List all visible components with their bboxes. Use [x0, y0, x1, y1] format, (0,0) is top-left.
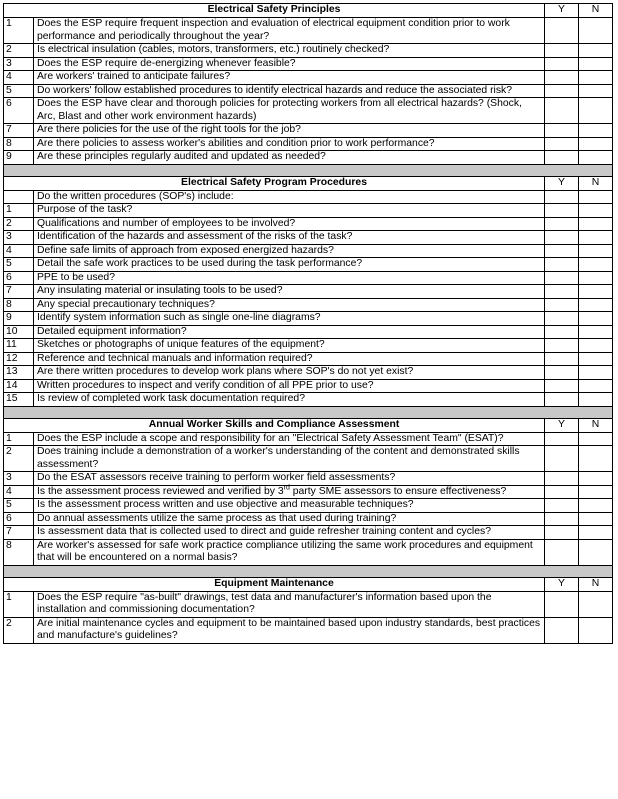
- yes-answer-cell[interactable]: [545, 258, 579, 272]
- separator-cell: [4, 565, 613, 577]
- question-row: [4, 84, 613, 98]
- question-row: [4, 98, 613, 124]
- question-text: Does training include a demonstration of a worker's understanding of the content and demonstrated skills assessment?: [34, 446, 545, 472]
- no-answer-cell[interactable]: [579, 539, 613, 565]
- no-answer-cell[interactable]: [579, 84, 613, 98]
- no-answer-cell[interactable]: [579, 217, 613, 231]
- item-number: 1: [4, 204, 34, 218]
- no-answer-cell[interactable]: [579, 244, 613, 258]
- item-number: 4: [4, 485, 34, 499]
- item-number: 2: [4, 217, 34, 231]
- item-number: 8: [4, 298, 34, 312]
- item-number: 9: [4, 312, 34, 326]
- yes-answer-cell[interactable]: [545, 204, 579, 218]
- section-header: [4, 176, 613, 190]
- question-text: Identification of the hazards and assessment of the risks of the task?: [34, 231, 545, 245]
- yes-answer-cell[interactable]: [545, 298, 579, 312]
- item-number: 9: [4, 151, 34, 165]
- question-text: Are initial maintenance cycles and equipment to be maintained based upon industry standards, best practices and manufacture's guidelines?: [34, 617, 545, 643]
- no-answer-cell[interactable]: [579, 271, 613, 285]
- question-row: [4, 57, 613, 71]
- yes-column-header: Y: [545, 418, 579, 432]
- item-number: 2: [4, 446, 34, 472]
- yes-answer-cell[interactable]: [545, 18, 579, 44]
- checklist-body: [4, 4, 613, 644]
- section-header: [4, 577, 613, 591]
- item-number: 12: [4, 352, 34, 366]
- question-text: Are these principles regularly audited and updated as needed?: [34, 151, 545, 165]
- yes-answer-cell[interactable]: [545, 472, 579, 486]
- item-number: 14: [4, 379, 34, 393]
- question-row: [4, 379, 613, 393]
- checklist-table: [3, 3, 613, 644]
- item-number: 4: [4, 244, 34, 258]
- yes-answer-cell: [545, 190, 579, 204]
- section-title: Equipment Maintenance: [4, 577, 545, 591]
- yes-column-header: Y: [545, 4, 579, 18]
- no-answer-cell[interactable]: [579, 352, 613, 366]
- question-text: Does the ESP have clear and thorough policies for protecting workers from all electrical hazards? (Shock, Arc, Blast and other work environment hazards): [34, 98, 545, 124]
- question-row: [4, 485, 613, 499]
- yes-answer-cell[interactable]: [545, 432, 579, 446]
- question-text: Is review of completed work task documentation required?: [34, 393, 545, 407]
- no-answer-cell[interactable]: [579, 44, 613, 58]
- question-text: Identify system information such as single one-line diagrams?: [34, 312, 545, 326]
- question-row: [4, 124, 613, 138]
- question-row: [4, 285, 613, 299]
- yes-answer-cell[interactable]: [545, 325, 579, 339]
- question-text: Are there policies to assess worker's abilities and condition prior to work performance?: [34, 137, 545, 151]
- question-row: [4, 231, 613, 245]
- question-row: [4, 432, 613, 446]
- question-row: [4, 325, 613, 339]
- section-separator: [4, 565, 613, 577]
- no-answer-cell[interactable]: [579, 339, 613, 353]
- question-row: [4, 71, 613, 85]
- section-header: [4, 4, 613, 18]
- yes-answer-cell[interactable]: [545, 57, 579, 71]
- yes-answer-cell[interactable]: [545, 285, 579, 299]
- question-row: [4, 44, 613, 58]
- question-text: Are there policies for the use of the right tools for the job?: [34, 124, 545, 138]
- item-number: 2: [4, 617, 34, 643]
- yes-answer-cell[interactable]: [545, 98, 579, 124]
- section-intro: Do the written procedures (SOP's) include:: [34, 190, 545, 204]
- question-row: [4, 366, 613, 380]
- yes-answer-cell[interactable]: [545, 71, 579, 85]
- item-number: 1: [4, 18, 34, 44]
- yes-answer-cell[interactable]: [545, 84, 579, 98]
- question-text: Sketches or photographs of unique features of the equipment?: [34, 339, 545, 353]
- item-number: 7: [4, 124, 34, 138]
- section-separator: [4, 164, 613, 176]
- item-number: 10: [4, 325, 34, 339]
- yes-answer-cell[interactable]: [545, 512, 579, 526]
- yes-answer-cell[interactable]: [545, 44, 579, 58]
- question-text: Detailed equipment information?: [34, 325, 545, 339]
- item-number: 11: [4, 339, 34, 353]
- item-number: 8: [4, 137, 34, 151]
- no-column-header: N: [579, 176, 613, 190]
- no-column-header: N: [579, 4, 613, 18]
- item-number: 3: [4, 57, 34, 71]
- yes-answer-cell[interactable]: [545, 137, 579, 151]
- question-row: [4, 137, 613, 151]
- no-answer-cell[interactable]: [579, 485, 613, 499]
- no-column-header: N: [579, 577, 613, 591]
- no-answer-cell[interactable]: [579, 285, 613, 299]
- question-text: Define safe limits of approach from exposed energized hazards?: [34, 244, 545, 258]
- no-answer-cell[interactable]: [579, 499, 613, 513]
- question-row: [4, 339, 613, 353]
- question-text: Any special precautionary techniques?: [34, 298, 545, 312]
- item-number: 13: [4, 366, 34, 380]
- question-text: Does the ESP require "as-built" drawings, test data and manufacturer's information based upon the installation and commissioning documentation?: [34, 591, 545, 617]
- question-row: [4, 352, 613, 366]
- yes-answer-cell[interactable]: [545, 485, 579, 499]
- question-row: [4, 526, 613, 540]
- no-answer-cell[interactable]: [579, 432, 613, 446]
- question-text: Purpose of the task?: [34, 204, 545, 218]
- section-header: [4, 418, 613, 432]
- question-row: [4, 312, 613, 326]
- item-number: 3: [4, 231, 34, 245]
- question-row: [4, 151, 613, 165]
- question-row: [4, 591, 613, 617]
- ordinal-suffix: rd: [283, 484, 290, 492]
- item-number: [4, 190, 34, 204]
- yes-answer-cell[interactable]: [545, 591, 579, 617]
- question-row: [4, 18, 613, 44]
- yes-answer-cell[interactable]: [545, 124, 579, 138]
- question-text: Do workers' follow established procedures to identify electrical hazards and reduce the associated risk?: [34, 84, 545, 98]
- question-text: PPE to be used?: [34, 271, 545, 285]
- question-row: [4, 472, 613, 486]
- no-answer-cell[interactable]: [579, 98, 613, 124]
- yes-column-header: Y: [545, 176, 579, 190]
- no-answer-cell[interactable]: [579, 18, 613, 44]
- separator-cell: [4, 164, 613, 176]
- yes-answer-cell[interactable]: [545, 366, 579, 380]
- yes-answer-cell[interactable]: [545, 271, 579, 285]
- no-answer-cell[interactable]: [579, 231, 613, 245]
- section-title: Electrical Safety Principles: [4, 4, 545, 18]
- no-answer-cell[interactable]: [579, 379, 613, 393]
- no-answer-cell[interactable]: [579, 591, 613, 617]
- question-text: Any insulating material or insulating tools to be used?: [34, 285, 545, 299]
- item-number: 5: [4, 84, 34, 98]
- no-answer-cell[interactable]: [579, 472, 613, 486]
- yes-answer-cell[interactable]: [545, 446, 579, 472]
- yes-answer-cell[interactable]: [545, 352, 579, 366]
- section-title: Electrical Safety Program Procedures: [4, 176, 545, 190]
- item-number: 3: [4, 472, 34, 486]
- yes-answer-cell[interactable]: [545, 217, 579, 231]
- question-text: Are there written procedures to develop work plans where SOP's do not yet exist?: [34, 366, 545, 380]
- question-text: Does the ESP require de-energizing whenever feasible?: [34, 57, 545, 71]
- item-number: 8: [4, 539, 34, 565]
- no-answer-cell[interactable]: [579, 298, 613, 312]
- item-number: 15: [4, 393, 34, 407]
- question-row: [4, 204, 613, 218]
- question-text: Reference and technical manuals and information required?: [34, 352, 545, 366]
- question-text: Qualifications and number of employees to be involved?: [34, 217, 545, 231]
- question-row: [4, 271, 613, 285]
- item-number: 4: [4, 71, 34, 85]
- no-answer-cell: [579, 190, 613, 204]
- item-number: 1: [4, 432, 34, 446]
- no-answer-cell[interactable]: [579, 617, 613, 643]
- question-row: [4, 539, 613, 565]
- item-number: 7: [4, 285, 34, 299]
- item-number: 5: [4, 499, 34, 513]
- item-number: 5: [4, 258, 34, 272]
- no-answer-cell[interactable]: [579, 393, 613, 407]
- question-row: [4, 258, 613, 272]
- yes-answer-cell[interactable]: [545, 312, 579, 326]
- no-answer-cell[interactable]: [579, 325, 613, 339]
- question-text: Is the assessment process reviewed and verified by 3rd party SME assessors to ensure effectiveness?: [34, 485, 545, 499]
- no-answer-cell[interactable]: [579, 258, 613, 272]
- yes-answer-cell[interactable]: [545, 539, 579, 565]
- no-answer-cell[interactable]: [579, 204, 613, 218]
- no-answer-cell[interactable]: [579, 124, 613, 138]
- question-row: [4, 512, 613, 526]
- question-row: [4, 446, 613, 472]
- question-text: Does the ESP include a scope and responsibility for an "Electrical Safety Assessment Team" (ESAT)?: [34, 432, 545, 446]
- item-number: 6: [4, 98, 34, 124]
- question-text: Are workers' trained to anticipate failures?: [34, 71, 545, 85]
- no-answer-cell[interactable]: [579, 512, 613, 526]
- yes-answer-cell[interactable]: [545, 526, 579, 540]
- question-text: Is electrical insulation (cables, motors, transformers, etc.) routinely checked?: [34, 44, 545, 58]
- no-answer-cell[interactable]: [579, 137, 613, 151]
- no-answer-cell[interactable]: [579, 446, 613, 472]
- yes-column-header: Y: [545, 577, 579, 591]
- section-intro-row: [4, 190, 613, 204]
- no-answer-cell[interactable]: [579, 57, 613, 71]
- separator-cell: [4, 406, 613, 418]
- item-number: 6: [4, 512, 34, 526]
- yes-answer-cell[interactable]: [545, 393, 579, 407]
- yes-answer-cell[interactable]: [545, 244, 579, 258]
- question-text: Do the ESAT assessors receive training to perform worker field assessments?: [34, 472, 545, 486]
- yes-answer-cell[interactable]: [545, 499, 579, 513]
- no-answer-cell[interactable]: [579, 151, 613, 165]
- question-text: Do annual assessments utilize the same process as that used during training?: [34, 512, 545, 526]
- no-answer-cell[interactable]: [579, 312, 613, 326]
- checklist-page: [3, 3, 615, 644]
- section-title: Annual Worker Skills and Compliance Assessment: [4, 418, 545, 432]
- yes-answer-cell[interactable]: [545, 617, 579, 643]
- question-row: [4, 499, 613, 513]
- question-text: Does the ESP require frequent inspection and evaluation of electrical equipment condition prior to work performance and periodically throughout the year?: [34, 18, 545, 44]
- no-answer-cell[interactable]: [579, 366, 613, 380]
- yes-answer-cell[interactable]: [545, 231, 579, 245]
- question-row: [4, 217, 613, 231]
- no-answer-cell[interactable]: [579, 526, 613, 540]
- item-number: 6: [4, 271, 34, 285]
- question-row: [4, 244, 613, 258]
- yes-answer-cell[interactable]: [545, 151, 579, 165]
- question-text: Written procedures to inspect and verify condition of all PPE prior to use?: [34, 379, 545, 393]
- item-number: 1: [4, 591, 34, 617]
- question-text: Are worker's assessed for safe work practice compliance utilizing the same work procedures and equipment that will be encountered on a normal basis?: [34, 539, 545, 565]
- no-column-header: N: [579, 418, 613, 432]
- no-answer-cell[interactable]: [579, 71, 613, 85]
- question-row: [4, 617, 613, 643]
- question-text: Detail the safe work practices to be used during the task performance?: [34, 258, 545, 272]
- question-text: Is the assessment process written and use objective and measurable techniques?: [34, 499, 545, 513]
- question-text: Is assessment data that is collected used to direct and guide refresher training content and cycles?: [34, 526, 545, 540]
- question-row: [4, 393, 613, 407]
- yes-answer-cell[interactable]: [545, 379, 579, 393]
- yes-answer-cell[interactable]: [545, 339, 579, 353]
- section-separator: [4, 406, 613, 418]
- item-number: 7: [4, 526, 34, 540]
- item-number: 2: [4, 44, 34, 58]
- question-row: [4, 298, 613, 312]
